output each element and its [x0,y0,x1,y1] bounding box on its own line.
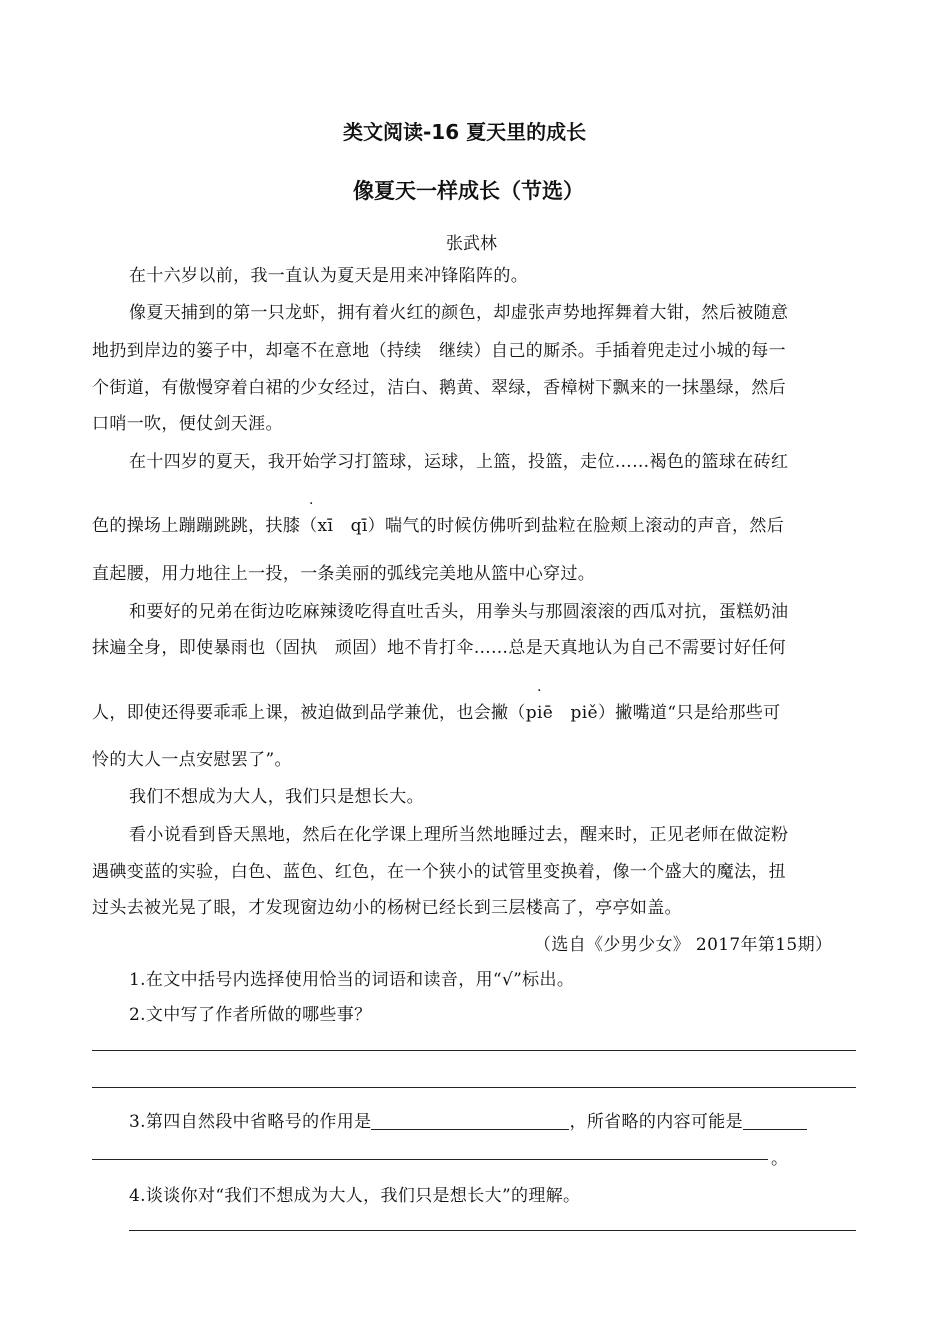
paragraph-line: 遇碘变蓝的实验，白色、蓝色、红色，在一个狭小的试管里变换着，像一个盛大的魔法，扭 [92,862,786,882]
question-3-text: 3.第四自然段中省略号的作用是 [129,1112,372,1132]
emphasis-dot: · [537,683,542,699]
paragraph-line: 看小说看到昏天黑地，然后在化学课上理所当然地睡过去，醒来时，正见老师在做淀粉 [129,825,789,845]
paragraph-line: 个街道，有傲慢穿着白裙的少女经过，洁白、鹅黄、翠绿，香樟树下飘来的一抹墨绿，然后 [92,378,786,398]
article-source: （选自《少男少女》 2017年第15期） [534,935,833,955]
emphasis-dot: · [309,496,314,512]
answer-line[interactable] [92,1159,768,1160]
answer-line[interactable] [92,1050,856,1051]
question-1: 1.在文中括号内选择使用恰当的词语和读音，用“√”标出。 [129,970,575,990]
question-3 [129,1107,807,1132]
paragraph-line: 地扔到岸边的篓子中，却毫不在意地（持续 继续）自己的厮杀。手插着兜走过小城的每一 [92,341,786,361]
paragraph-line: 我们不想成为大人，我们只是想长大。 [129,787,424,807]
question-4: 4.谈谈你对“我们不想成为大人，我们只是想长大”的理解。 [129,1186,581,1206]
paragraph-line: 口哨一吹，便仗剑天涯。 [92,414,283,434]
question-3-text: ，所省略的内容可能是 [569,1112,743,1132]
paragraph-line: 过头去被光晃了眼，才发现窗边幼小的杨树已经长到三层楼高了，亭亭如盖。 [92,898,682,918]
page-title: 类文阅读-16 夏天里的成长 [343,120,587,144]
answer-blank[interactable] [743,1113,807,1130]
paragraph-line: 怜的大人一点安慰罢了”。 [92,750,292,770]
paragraph-line: 色的操场上蹦蹦跳跳，扶膝（xī qī）喘气的时候仿佛听到盐粒在脸颊上滚动的声音，然后 [92,516,785,536]
question-3-end: 。 [771,1149,789,1169]
answer-line[interactable] [129,1230,856,1231]
paragraph-line: 和要好的兄弟在街边吃麻辣烫吃得直吐舌头，用拳头与那圆滚滚的西瓜对抗，蛋糕奶油 [129,602,789,622]
article-author: 张武林 [446,234,497,254]
paragraph-line: 人，即使还得要乖乖上课，被迫做到品学兼优，也会撇（piē piě）撇嘴道“只是给那些可 [92,703,781,723]
paragraph-line: 在十四岁的夏天，我开始学习打篮球，运球，上篮，投篮，走位……褐色的篮球在砖红 [129,452,789,472]
question-2: 2.文中写了作者所做的哪些事？ [129,1005,372,1025]
answer-line[interactable] [92,1087,856,1088]
article-title: 像夏天一样成长（节选） [353,179,584,203]
paragraph-line: 像夏天捕到的第一只龙虾，拥有着火红的颜色，却虚张声势地挥舞着大钳，然后被随意 [129,303,789,323]
paragraph-line: 在十六岁以前，我一直认为夏天是用来冲锋陷阵的。 [129,266,529,286]
answer-blank[interactable] [371,1113,569,1130]
paragraph-line: 抹遍全身，即使暴雨也（固执 顽固）地不肯打伞……总是天真地认为自己不需要讨好任何 [92,638,786,658]
paragraph-line: 直起腰，用力地往上一投，一条美丽的弧线完美地从篮中心穿过。 [92,564,596,584]
